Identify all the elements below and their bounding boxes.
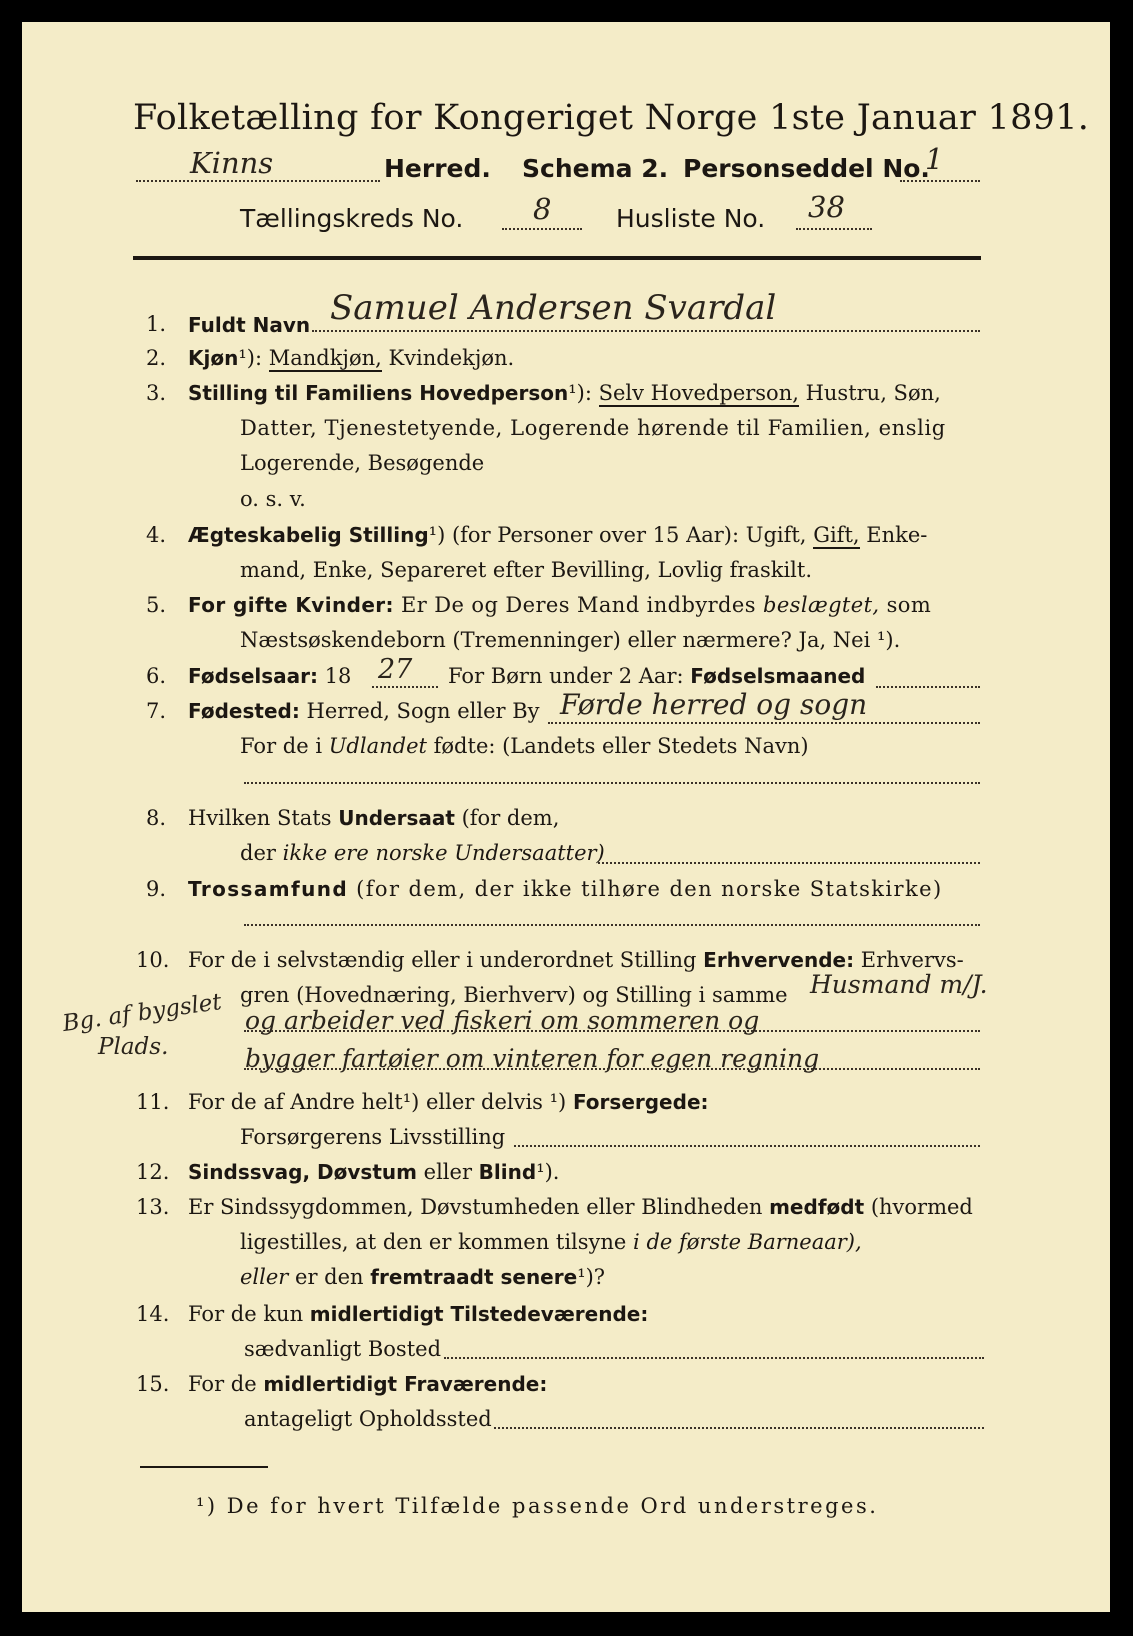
- q2-sup: ¹):: [238, 346, 263, 370]
- q10-margin-note-1: Bg. af bygslet: [60, 988, 224, 1038]
- q4-number: 4.: [146, 523, 167, 547]
- q8-line2-italic: ikke ere norske Undersaatter): [282, 841, 605, 865]
- q5-text-italic: beslægtet,: [762, 593, 880, 617]
- q12-label: Sindssvag, Døvstum: [188, 1160, 417, 1184]
- q9-number: 9.: [146, 877, 167, 901]
- q3-line4: o. s. v.: [240, 487, 306, 511]
- q6-number: 6.: [146, 664, 167, 688]
- q5-label: For gifte Kvinder:: [188, 593, 394, 617]
- census-form: [22, 22, 1110, 1612]
- q5-line2: Næstsøskendeborn (Tremenninger) eller nærmere? Ja, Nei ¹).: [240, 628, 901, 652]
- q13-line2-a: ligestilles, at den er kommen tilsyne: [240, 1230, 627, 1254]
- q4-sup: ¹): [428, 523, 446, 547]
- q6-year-prefix: 18: [324, 664, 352, 688]
- header-rule: [133, 256, 981, 260]
- herred-value: Kinns: [190, 146, 274, 180]
- q10-label: Erhvervende:: [703, 948, 855, 972]
- q10-value-1: Husmand m/J.: [810, 970, 988, 999]
- footnote: ¹) De for hvert Tilfælde passende Ord understreges.: [196, 1494, 879, 1518]
- q7-value: Førde herred og sogn: [560, 688, 868, 721]
- q11-label: Forsergede:: [572, 1090, 709, 1114]
- q8-text-b: (for dem,: [461, 806, 560, 830]
- q10-value-3: bygger fartøier om vinteren for egen regning: [245, 1044, 820, 1073]
- q3-line2: Datter, Tjenestetyende, Logerende hørende til Familien, enslig: [240, 416, 946, 440]
- q8-number: 8.: [146, 806, 167, 830]
- q13-label: medfødt: [769, 1195, 865, 1219]
- q1-number: 1.: [146, 312, 167, 336]
- q2-label: Kjøn: [188, 346, 239, 370]
- q13-line2-italic: i de første Barneaar),: [633, 1230, 862, 1254]
- q14-text: For de kun: [188, 1302, 304, 1326]
- q6-year-value: 27: [378, 654, 413, 685]
- q14-number: 14.: [136, 1302, 170, 1326]
- q3-sup: ¹):: [568, 381, 592, 405]
- q13-line3-italic: eller: [240, 1265, 289, 1289]
- q6-text2: For Børn under 2 Aar:: [448, 664, 684, 688]
- q11-sup2: ¹): [549, 1090, 567, 1114]
- q8-text: Hvilken Stats: [188, 806, 332, 830]
- q6-label2: Fødselsmaaned: [690, 664, 866, 688]
- q6-label: Fødselsaar:: [188, 664, 318, 688]
- q12-number: 12.: [136, 1160, 170, 1184]
- q4-text: (for Personer over 15 Aar): Ugift,: [451, 523, 807, 547]
- q4-line2: mand, Enke, Separeret efter Bevilling, Lovlig fraskilt.: [240, 558, 813, 582]
- footnote-rule: [140, 1466, 268, 1468]
- q3-line3: Logerende, Besøgende: [240, 451, 485, 475]
- schema-label: Schema 2.: [522, 154, 669, 183]
- q1-label: Fuldt Navn: [188, 313, 311, 337]
- tkreds-value: 8: [533, 192, 552, 226]
- form-title: Folketælling for Kongeriget Norge 1ste Januar 1891.: [133, 98, 1090, 138]
- q7-line2-b: fødte: (Landets eller Stedets Navn): [433, 734, 809, 758]
- q12-sup: ¹).: [536, 1160, 560, 1184]
- q8-label: Undersaat: [338, 806, 455, 830]
- q5-text-b: som: [886, 593, 932, 617]
- q10-value-2: og arbeider ved fiskeri om sommeren og: [245, 1006, 760, 1035]
- q9-text: (for dem, der ikke tilhøre den norske Statskirke): [356, 877, 943, 901]
- q5-text: Er De og Deres Mand indbyrdes: [401, 593, 756, 617]
- personseddel-label: Personseddel No.: [683, 154, 930, 183]
- q11-number: 11.: [136, 1090, 170, 1114]
- tkreds-label: Tællingskreds No.: [240, 204, 464, 233]
- q13-number: 13.: [136, 1195, 170, 1219]
- husliste-label: Husliste No.: [616, 204, 766, 233]
- q9-label: Trossamfund: [188, 877, 349, 901]
- q15-line2: antageligt Opholdssted: [244, 1407, 492, 1431]
- q12-text: eller: [423, 1160, 472, 1184]
- q3-rest: Hustru, Søn,: [805, 381, 941, 405]
- q1-value: Samuel Andersen Svardal: [330, 288, 777, 328]
- q15-label: midlertidigt Fraværende:: [263, 1372, 548, 1396]
- q3-label: Stilling til Familiens Hovedperson: [188, 381, 569, 405]
- q10-text-b: Erhvervs-: [860, 948, 964, 972]
- q7-line2-a: For de i: [240, 734, 323, 758]
- q13-line3-b: er den: [295, 1265, 364, 1289]
- q10-margin-note-2: Plads.: [98, 1034, 169, 1060]
- q14-line2: sædvanligt Bosted: [244, 1337, 442, 1361]
- q10-line2: gren (Hovednæring, Bierhverv) og Stilling i samme: [240, 983, 788, 1007]
- q3-number: 3.: [146, 381, 167, 405]
- q3-option-selv: Selv Hovedperson,: [598, 381, 799, 405]
- q2-option-mandkjon: Mandkjøn,: [268, 346, 382, 370]
- husliste-value: 38: [808, 190, 845, 224]
- q11-line2: Forsørgerens Livsstilling: [240, 1125, 506, 1149]
- q13-text: Er Sindssygdommen, Døvstumheden eller Blindheden: [188, 1195, 763, 1219]
- q15-number: 15.: [136, 1372, 170, 1396]
- q13-sup3: ¹)?: [577, 1265, 606, 1289]
- q15-text: For de: [188, 1372, 257, 1396]
- q10-text: For de i selvstændig eller i underordnet Stilling: [188, 948, 697, 972]
- q4-option-gift: Gift,: [813, 523, 860, 547]
- q7-text: Herred, Sogn eller By: [306, 699, 540, 723]
- q11-text-b: eller delvis: [426, 1090, 543, 1114]
- q13-label3: fremtraadt senere: [370, 1265, 578, 1289]
- q7-line2-italic: Udlandet: [328, 734, 427, 758]
- q4-text-b: Enke-: [866, 523, 928, 547]
- q13-text-b: (hvormed: [870, 1195, 973, 1219]
- q2-number: 2.: [146, 346, 167, 370]
- q5-number: 5.: [146, 593, 167, 617]
- q8-line2-a: der: [240, 841, 276, 865]
- q11-text: For de af Andre helt: [188, 1090, 403, 1114]
- q7-label: Fødested:: [188, 699, 300, 723]
- q2-option-kvindekjon: Kvindekjøn.: [388, 346, 515, 370]
- herred-label: Herred.: [384, 154, 491, 183]
- q12-label2: Blind: [478, 1160, 537, 1184]
- q11-sup: ¹): [402, 1090, 420, 1114]
- q14-label: midlertidigt Tilstedeværende:: [309, 1302, 649, 1326]
- personseddel-value: 1: [925, 142, 944, 176]
- q10-number: 10.: [136, 948, 170, 972]
- q7-number: 7.: [146, 699, 167, 723]
- q4-label: Ægteskabelig Stilling: [188, 523, 429, 547]
